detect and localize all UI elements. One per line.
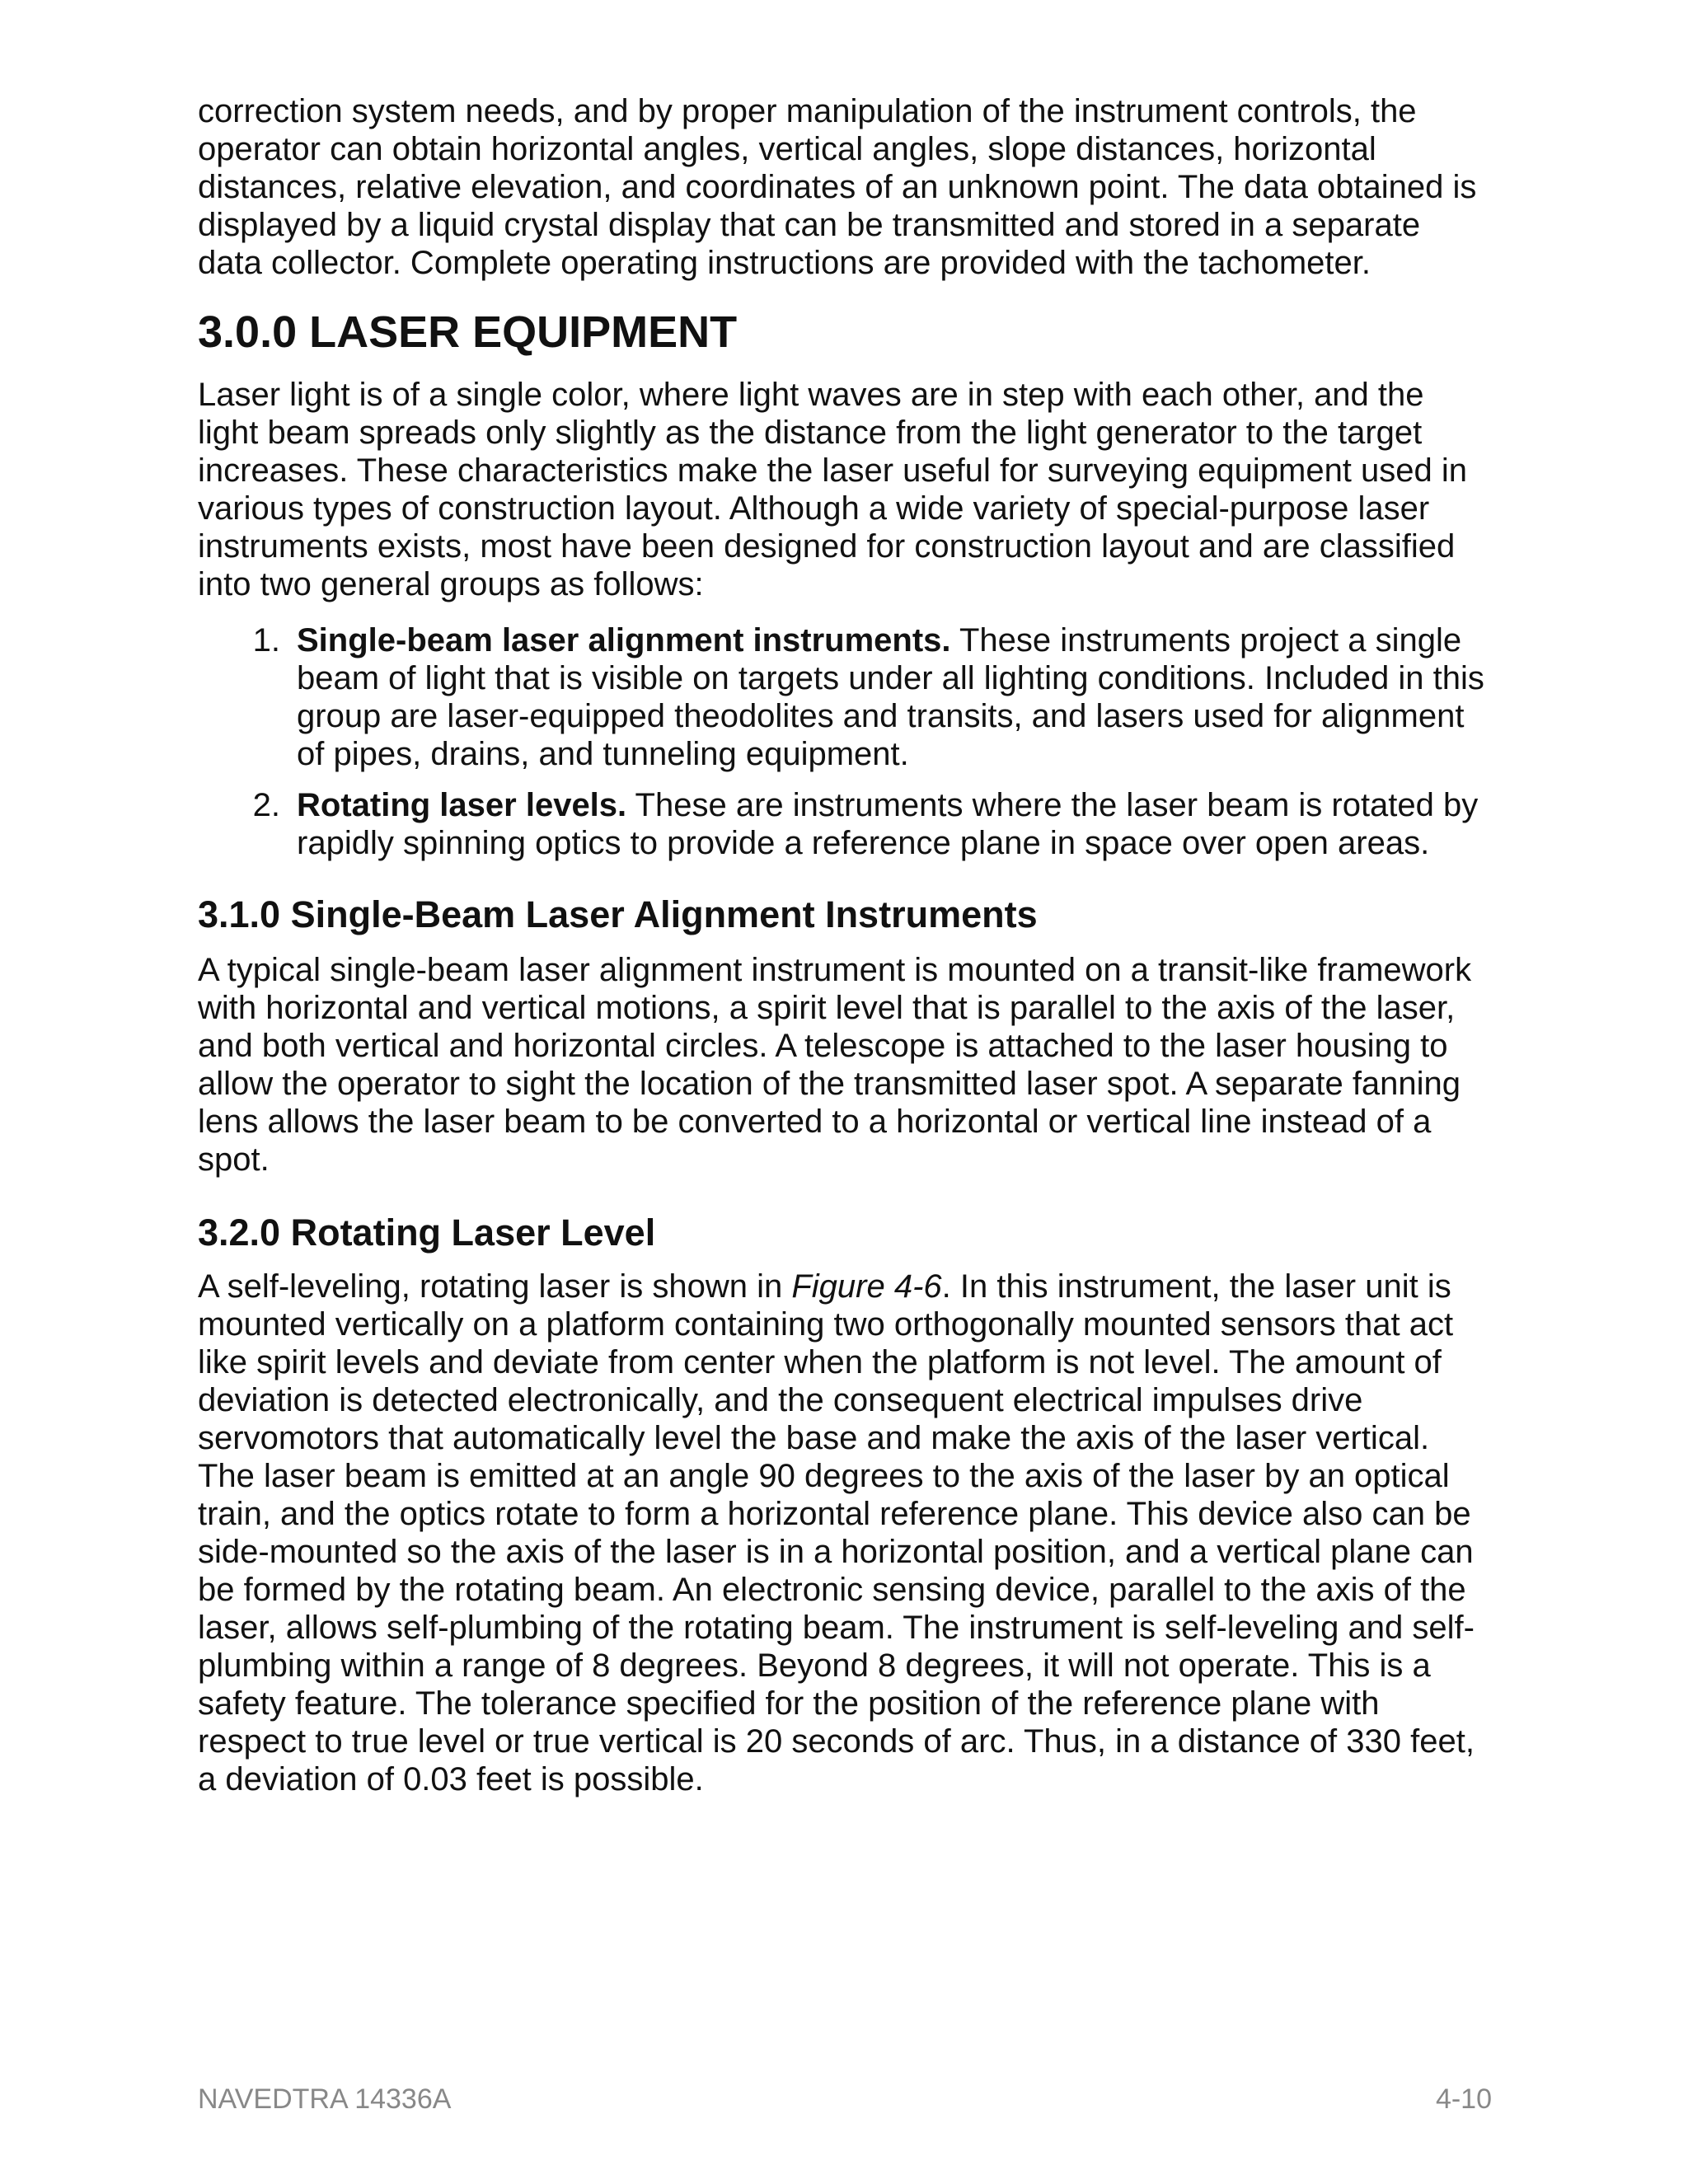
rotating-laser-paragraph	[198, 1268, 1492, 1798]
list-item-number: 1.	[252, 622, 280, 658]
page-footer	[198, 2083, 1492, 2116]
list-item-body: These are instruments where the laser beam is rotated by rapidly spinning optics to provide a reference plane in space over open areas.	[297, 787, 1479, 861]
section-heading-single-beam: 3.1.0 Single-Beam Laser Alignment Instruments	[198, 893, 1038, 935]
list-item-text	[297, 621, 1492, 773]
list-item-title: Single-beam laser alignment instruments.	[297, 622, 951, 658]
section-heading-laser-equipment: 3.0.0 LASER EQUIPMENT	[198, 307, 738, 357]
list-item-body: These instruments project a single beam of light that is visible on targets under all lighting conditions. Included in this group are laser-equipped theodolites and transits, and lasers used for alignment of pipes, drains, and tunneling equipment.	[297, 622, 1484, 772]
intro-paragraph: correction system needs, and by proper manipulation of the instrument controls, the operator can obtain horizontal angles, vertical angles, slope distances, horizontal distances, relative elevation, and coordinates of an unknown point. The data obtained is displayed by a liquid crystal display that can be transmitted and stored in a separate data collector. Complete operating instructions are provided with the tachometer.	[198, 93, 1477, 281]
list-item-number: 2.	[252, 787, 280, 823]
list-item-title: Rotating laser levels.	[297, 787, 627, 823]
laser-equipment-paragraph: Laser light is of a single color, where light waves are in step with each other, and the light beam spreads only slightly as the distance from the light generator to the target increases. These characteristics make the laser useful for surveying equipment used in various types of construction layout. Although a wide variety of special-purpose laser instruments exists, most have been designed for construction layout and are classified into two general groups as follows:	[198, 377, 1468, 602]
single-beam-paragraph: A typical single-beam laser alignment instrument is mounted on a transit-like framework with horizontal and vertical motions, a spirit level that is parallel to the axis of the laser, and both vertical and horizontal circles. A telescope is attached to the laser housing to allow the operator to sight the location of the transmitted laser spot. A separate fanning lens allows the laser beam to be converted to a horizontal or vertical line instead of a spot.	[198, 952, 1472, 1178]
list-item	[198, 786, 1492, 862]
section-heading-rotating-laser: 3.2.0 Rotating Laser Level	[198, 1212, 656, 1254]
list-item-text	[297, 786, 1492, 862]
document-page	[198, 92, 1492, 1798]
laser-groups-list	[198, 621, 1492, 862]
rotating-para-rest: . In this instrument, the laser unit is mounted vertically on a platform containing two orthogonally mounted sensors that act like spirit levels and deviate from center when the platform is not level. The amount of deviation is detected electronically, and the consequent electrical impulses drive servomotors that automatically level the base and make the axis of the laser vertical. The laser beam is emitted at an angle 90 degrees to the axis of the laser by an optical train, and the optics rotate to form a horizontal reference plane. This device also can be side-mounted so the axis of the laser is in a horizontal position, and a vertical plane can be formed by the rotating beam. An electronic sensing device, parallel to the axis of the laser, allows self-plumbing of the rotating beam. The instrument is self-leveling and self-plumbing within a range of 8 degrees. Beyond 8 degrees, it will not operate. This is a safety feature. The tolerance specified for the position of the reference plane with respect to true level or true vertical is 20 seconds of arc. Thus, in a distance of 330 feet, a deviation of 0.03 feet is possible.	[198, 1268, 1475, 1797]
rotating-para-start: A self-leveling, rotating laser is shown in	[198, 1268, 792, 1305]
figure-reference: Figure 4-6	[791, 1268, 942, 1305]
document-number: NAVEDTRA 14336A	[198, 2083, 452, 2115]
list-item	[198, 621, 1492, 773]
page-number: 4-10	[1435, 2083, 1492, 2115]
